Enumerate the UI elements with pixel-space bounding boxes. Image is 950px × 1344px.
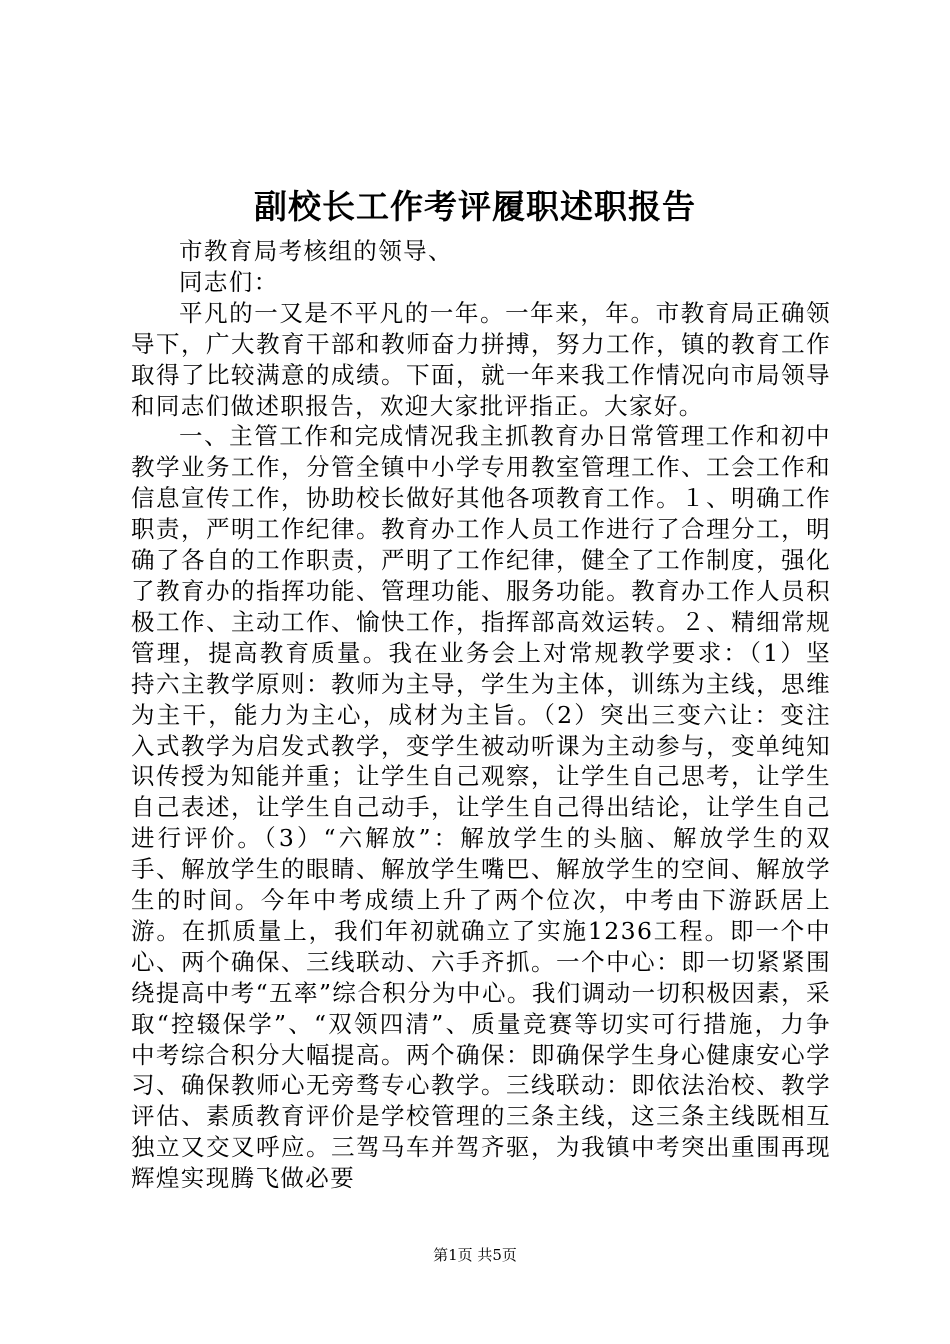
salutation-line-1: 市教育局考核组的领导、	[179, 237, 453, 265]
document-body	[131, 236, 831, 1194]
paragraph-intro: 平凡的一又是不平凡的一年。一年来，年。市教育局正确领导下，广大教育干部和教师奋力拼搏，努力工作，镇的教育工作取得了比较满意的成绩。下面，就一年来我工作情况向市局领导和同志们做述职报告，欢迎大家批评指正。大家好。	[131, 298, 831, 420]
page-number-footer: 第1页 共5页	[433, 1246, 517, 1264]
paragraph-work-summary: 一、主管工作和完成情况我主抓教育办日常管理工作和初中教学业务工作，分管全镇中小学专用教室管理工作、工会工作和信息宣传工作，协助校长做好其他各项教育工作。１、明确工作职责，严明工作纪律。教育办工作人员工作进行了合理分工，明确了各自的工作职责，严明了工作纪律，健全了工作制度，强化了教育办的指挥功能、管理功能、服务功能。教育办工作人员积极工作、主动工作、愉快工作，指挥部高效运转。２、精细常规管理，提高教育质量。我在业务会上对常规教学要求：（1）坚持六主教学原则：教师为主导，学生为主体，训练为主线，思维为主干，能力为主心，成材为主旨。（2）突出三变六让：变注入式教学为启发式教学，变学生被动听课为主动参与，变单纯知识传授为知能并重；让学生自己观察，让学生自己思考，让学生自己表述，让学生自己动手，让学生自己得出结论，让学生自己进行评价。（3）“六解放”：解放学生的头脑、解放学生的双手、解放学生的眼睛、解放学生嘴巴、解放学生的空间、解放学生的时间。今年中考成绩上升了两个位次，中考由下游跃居上游。在抓质量上，我们年初就确立了实施1236工程。即一个中心、两个确保、三线联动、六手齐抓。一个中心：即一切紧紧围绕提高中考“五率”综合积分为中心。我们调动一切积极因素，采取“控辍保学”、“双领四清”、质量竞赛等切实可行措施，力争中考综合积分大幅提高。两个确保：即确保学生身心健康安心学习、确保教师心无旁骛专心教学。三线联动：即依法治校、教学评估、素质教育评价是学校管理的三条主线，这三条主线既相互独立又交叉呼应。三驾马车并驾齐驱，为我镇中考突出重围再现辉煌实现腾飞做必要	[131, 422, 831, 1193]
salutation-line-2: 同志们：	[179, 267, 279, 296]
document-title: 副校长工作考评履职述职报告	[254, 187, 696, 226]
